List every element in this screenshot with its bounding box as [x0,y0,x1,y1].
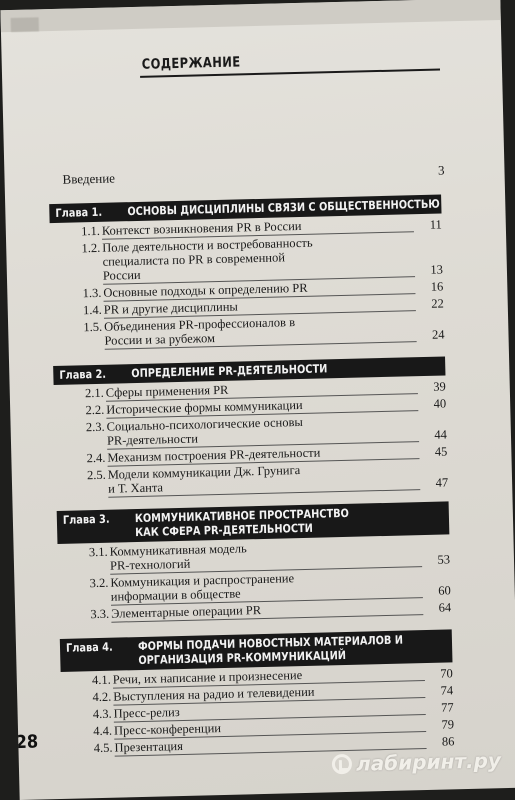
section-number: 2.2. [85,402,105,418]
chapter-3-title [135,505,397,539]
section-title-line: Социально-психологические основы [106,414,303,434]
chapter-1 [49,195,444,353]
section-page: 86 [441,734,455,749]
section-title-line: Исторические формы коммуникации [106,397,303,417]
chapter-1-label: Глава 1. [55,204,103,220]
section-title-line: Сферы применения PR [105,382,229,400]
section-number: 3.2. [89,575,109,591]
section-title-line: Элементарные операции PR [111,603,262,621]
section-title-line: PR-деятельности [106,431,199,448]
section-number: 4.4. [93,723,113,739]
section-number: 2.4. [86,450,106,466]
chapter-1-sections [50,216,445,352]
chapter-2-title-line: ОПРЕДЕЛЕНИЕ PR-ДЕЯТЕЛЬНОСТИ [131,361,328,381]
section-page: 64 [438,600,452,615]
section-number: 1.1. [80,223,101,239]
chapter-3-label: Глава 3. [62,511,110,527]
chapter-4-title-line: ОРГАНИЗАЦИЯ PR-КОММУНИКАЦИЙ [138,647,347,668]
section-title-line: Модели коммуникации Дж. Грунига [107,463,301,482]
section-title-line: Коммуникация и распространение [110,571,295,590]
section-title-line: PR и другие дисциплины [103,299,239,317]
chapter-1-title-line: ОСНОВЫ ДИСЦИПЛИНЫ СВЯЗИ С ОБЩЕСТВЕННОСТЬЮ [127,196,440,219]
section-page: 13 [430,262,444,277]
section-number: 2.5. [86,467,106,483]
labirint-watermark [332,748,501,776]
section-title-line: Основные подходы к определению PR [103,280,308,300]
chapter-3 [57,501,452,625]
section-title-line: информации в обществе [110,586,241,604]
section-page: 74 [440,683,454,698]
section-page: 53 [437,552,451,567]
chapter-3-sections [58,536,452,624]
section-number: 1.2. [81,240,101,256]
section-title-line: Пресс-релиз [113,705,180,721]
section-number: 1.5. [83,319,103,335]
facing-page-number: 28 [15,731,39,754]
section-number: 2.3. [85,419,105,435]
section-page: 60 [438,583,451,598]
section-title-line: Выступления на радио и телевидении [113,684,315,704]
chapter-3-title-line: КАК СФЕРА PR-ДЕЯТЕЛЬНОСТИ [135,520,314,540]
chapter-4-title [138,633,404,667]
section-title-line: Коммуникативная модель [109,541,247,559]
section-number: 1.4. [82,302,102,318]
chapter-2-label: Глава 2. [59,366,107,382]
section-title-line: Объединения PR-профессионалов в [104,315,296,334]
running-head-blur [241,14,244,26]
section-page: 70 [440,666,453,681]
section-number: 4.1. [91,672,111,688]
section-page: 16 [430,279,444,294]
chapter-4-title-line: ФОРМЫ ПОДАЧИ НОВОСТНЫХ МАТЕРИАЛОВ И [137,632,404,654]
watermark-text: лабиринт.ру [355,748,502,776]
chapter-2-sections [54,377,449,499]
section-title-line: Пресс-конференции [113,721,222,738]
chapter-1-title [127,197,440,219]
section-title-line: PR-технологий [109,556,191,573]
chapter-2-title [131,360,393,380]
section-number: 4.5. [93,740,113,756]
facing-page-strip [0,0,500,32]
section-page: 47 [435,475,449,490]
toc-title: СОДЕРЖАНИЕ [141,54,241,73]
labirint-logo-icon [332,754,352,774]
chapter-3-title-line: КОММУНИКАТИВНОЕ ПРОСТРАНСТВО [134,505,350,526]
section-title-line: Механизм построения PR-деятельности [107,445,321,465]
section-title-line: специалиста по PR в современной [102,250,286,269]
section-title-line: России [102,267,141,283]
running-head-number-blur [11,17,39,32]
section-page: 22 [431,296,444,311]
section-page: 77 [440,700,454,715]
section-page: 79 [441,717,455,732]
section-number: 3.3. [90,606,110,622]
section-title-line: Речи, их написание и произнесение [112,668,303,687]
chapter-4-sections [61,664,455,758]
chapter-2 [53,356,448,500]
section-title-line: Презентация [114,738,184,755]
show-through-text [61,36,483,130]
section-page: 39 [433,379,446,394]
section-number: 1.3. [82,285,102,301]
chapter-4-label: Глава 4. [65,639,113,655]
section-page: 24 [431,327,445,342]
section-title-line: Контекст возникновения PR в России [101,218,302,238]
section-number: 3.1. [88,544,108,560]
intro-page: 3 [437,162,445,178]
section-number: 4.3. [92,706,112,722]
section-title-line: России и за рубежом [104,331,216,348]
section-number: 2.1. [84,385,104,401]
chapter-4 [60,629,455,759]
section-page: 11 [429,217,442,232]
section-page: 45 [434,444,448,459]
section-title-line: Поле деятельности и востребованность [102,235,313,255]
section-number: 4.2. [92,689,112,705]
section-page: 40 [433,396,447,411]
intro-entry [62,162,444,187]
intro-label: Введение [62,170,116,187]
section-page: 44 [434,427,448,442]
section-title-line: и Т. Ханта [107,480,164,496]
